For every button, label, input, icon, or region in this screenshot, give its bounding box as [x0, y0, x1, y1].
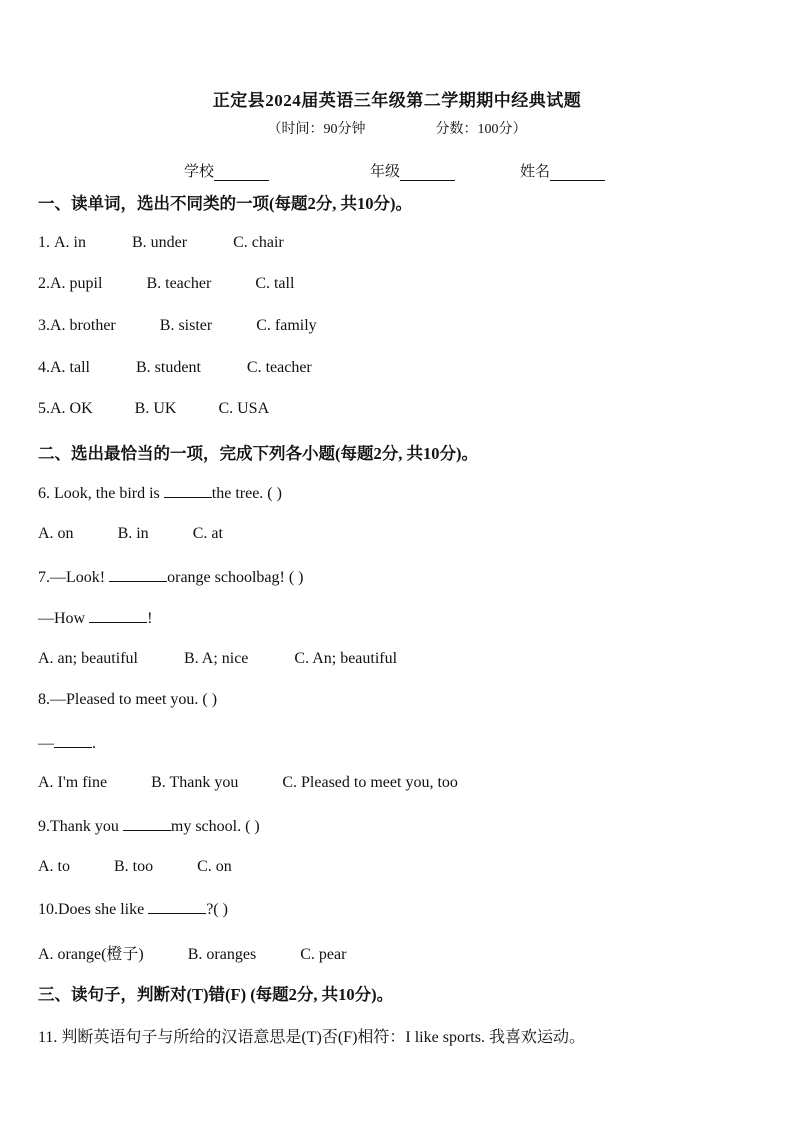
- question-number: 4.: [38, 359, 50, 376]
- option-a: A. to: [38, 858, 70, 875]
- grade-label: 年级: [370, 164, 401, 180]
- section1-heading: 一、读单词，选出不同类的一项(每题2分, 共10分)。: [38, 194, 412, 213]
- school-field: [184, 160, 269, 181]
- option-c: C. teacher: [246, 359, 312, 376]
- option-c: C. An; beautiful: [294, 650, 398, 667]
- option-a: A. OK: [50, 400, 93, 417]
- question-9: [38, 816, 260, 836]
- answer-blank[interactable]: [164, 483, 212, 498]
- name-field: [520, 160, 605, 181]
- question-7-reply-post: !: [147, 610, 153, 627]
- school-label: 学校: [184, 164, 215, 180]
- option-b: B. Thank you: [151, 774, 239, 791]
- option-a: A. brother: [50, 317, 116, 334]
- option-a: A. pupil: [50, 275, 103, 292]
- question-7-text-post: orange schoolbag! ( ): [167, 569, 304, 586]
- option-b: B. A; nice: [183, 650, 249, 667]
- answer-blank[interactable]: [109, 567, 167, 582]
- answer-blank[interactable]: [123, 816, 171, 831]
- question-2: [38, 275, 294, 293]
- exam-title: 正定县2024届英语三年级第二学期期中经典试题: [212, 91, 582, 110]
- question-number: 1.: [38, 234, 54, 251]
- name-label: 姓名: [520, 164, 551, 180]
- option-a: A. I'm fine: [38, 774, 108, 791]
- option-b: B. too: [114, 858, 154, 875]
- option-a: A. in: [54, 234, 86, 251]
- question-6-text-pre: 6. Look, the bird is: [38, 485, 164, 502]
- question-7-options: [38, 650, 397, 668]
- question-1: [38, 234, 284, 252]
- option-b: B. under: [132, 234, 188, 251]
- question-9-text-post: my school. ( ): [170, 818, 260, 835]
- question-number: 3.: [38, 317, 50, 334]
- option-c: C. chair: [233, 234, 284, 251]
- section2-heading: 二、选出最恰当的一项，完成下列各小题(每题2分, 共10分)。: [38, 444, 478, 463]
- question-10-options: [38, 941, 346, 964]
- question-6-options: [38, 525, 223, 543]
- question-6: [38, 483, 282, 503]
- question-6-text-post: the tree. ( ): [211, 485, 282, 502]
- option-a: A. tall: [50, 359, 90, 376]
- option-c: C. on: [197, 858, 232, 875]
- option-b: B. oranges: [187, 946, 257, 963]
- question-number: 5.: [38, 400, 50, 417]
- grade-field: [370, 160, 455, 181]
- option-c: C. pear: [300, 946, 347, 963]
- grade-blank[interactable]: [400, 166, 455, 181]
- name-blank[interactable]: [550, 166, 605, 181]
- question-5: [38, 400, 269, 418]
- question-8: [38, 691, 217, 709]
- question-8-reply-post: .: [92, 735, 96, 752]
- question-9-options: [38, 858, 232, 876]
- question-10: [38, 899, 228, 919]
- question-8-options: [38, 774, 458, 792]
- option-c: C. tall: [255, 275, 295, 292]
- exam-subtitle: （时间：90分钟 分数：100分）: [267, 122, 527, 137]
- option-a: A. on: [38, 525, 74, 542]
- answer-blank[interactable]: [54, 733, 92, 748]
- answer-blank[interactable]: [148, 899, 206, 914]
- question-3: [38, 317, 317, 335]
- answer-blank[interactable]: [89, 608, 147, 623]
- option-c: C. USA: [218, 400, 270, 417]
- section3-heading: 三、读句子，判断对(T)错(F) (每题2分, 共10分)。: [38, 985, 394, 1004]
- school-blank[interactable]: [214, 166, 269, 181]
- option-c: C. at: [192, 525, 223, 542]
- question-11: 11. 判断英语句子与所给的汉语意思是(T)否(F)相符：I like sports. 我喜欢运动。: [38, 1029, 585, 1046]
- option-b: B. in: [117, 525, 149, 542]
- question-7-reply-pre: —How: [38, 610, 90, 627]
- option-c: C. family: [256, 317, 317, 334]
- question-10-text-post: ?( ): [206, 901, 228, 918]
- option-b: B. student: [136, 359, 201, 376]
- question-8-text: 8.—Pleased to meet you. ( ): [38, 691, 218, 708]
- question-8-reply: [38, 733, 96, 753]
- question-number: 2.: [38, 275, 50, 292]
- option-b: B. teacher: [146, 275, 212, 292]
- question-4: [38, 359, 312, 377]
- question-8-reply-pre: —: [38, 735, 54, 752]
- question-9-text-pre: 9.Thank you: [38, 818, 123, 835]
- option-c: C. Pleased to meet you, too: [282, 774, 458, 791]
- question-7: [38, 567, 304, 587]
- question-10-text-pre: 10.Does she like: [38, 901, 149, 918]
- question-7-text-pre: 7.—Look!: [38, 569, 110, 586]
- option-b: B. sister: [159, 317, 213, 334]
- option-a: A. orange(橙子): [38, 946, 144, 963]
- question-7-reply: [38, 608, 152, 628]
- option-b: B. UK: [134, 400, 177, 417]
- option-a: A. an; beautiful: [38, 650, 138, 667]
